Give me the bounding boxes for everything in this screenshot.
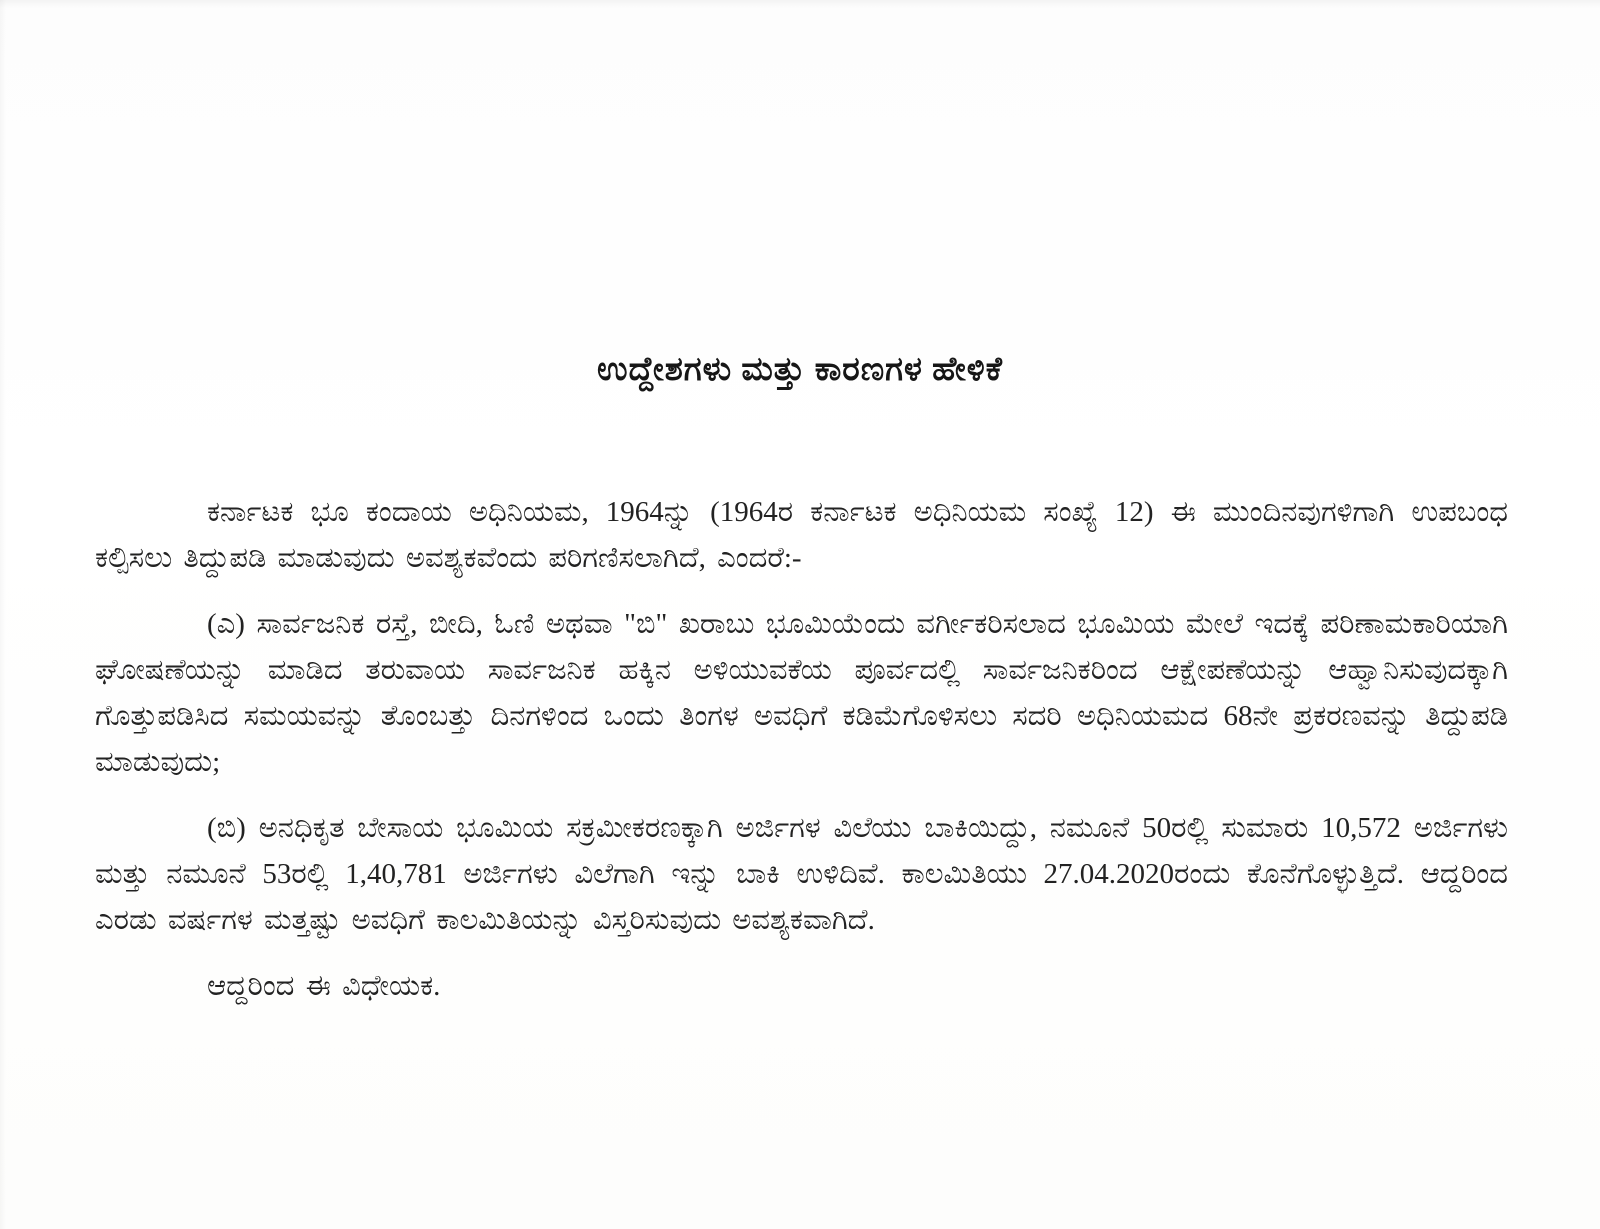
paragraph-closing: ಆದ್ದರಿಂದ ಈ ವಿಧೇಯಕ. [207,970,441,1002]
paragraph-clause-b: (ಬಿ) ಅನಧಿಕೃತ ಬೇಸಾಯ ಭೂಮಿಯ ಸಕ್ರಮೀಕರಣಕ್ಕಾಗಿ ಅರ್ಜಿಗಳ ವಿಲೆಯು ಬಾಕಿಯಿದ್ದು, ನಮೂನೆ 50ರಲ್ಲಿ ಸುಮಾರು 10,572 ಅರ್ಜಿಗಳು ಮತ್ತು ನಮೂನೆ 53ರಲ್ಲಿ 1,40,781 ಅರ್ಜಿಗಳು ವಿಲೆಗಾಗಿ ಇನ್ನು ಬಾಕಿ ಉಳಿದಿವೆ. ಕಾಲಮಿತಿಯು 27.04.2020ರಂದು ಕೊನೆಗೊಳ್ಳುತ್ತಿದೆ. ಆದ್ದರಿಂದ ಎರಡು ವರ್ಷಗಳ ಮತ್ತಷ್ಟು ಅವಧಿಗೆ ಕಾಲಮಿತಿಯನ್ನು ವಿಸ್ತರಿಸುವುದು ಅವಶ್ಯಕವಾಗಿದೆ. [95,812,1508,936]
document-title: ಉದ್ದೇಶಗಳು ಮತ್ತು ಕಾರಣಗಳ ಹೇಳಿಕೆ [597,352,1003,388]
document-body [95,489,1508,1009]
paragraph-clause-a: (ಎ) ಸಾರ್ವಜನಿಕ ರಸ್ತೆ, ಬೀದಿ, ಓಣಿ ಅಥವಾ "ಬಿ" ಖರಾಬು ಭೂಮಿಯೆಂದು ವರ್ಗೀಕರಿಸಲಾದ ಭೂಮಿಯ ಮೇಲೆ ಇದಕ್ಕೆ ಪರಿಣಾಮಕಾರಿಯಾಗಿ ಘೋಷಣೆಯನ್ನು ಮಾಡಿದ ತರುವಾಯ ಸಾರ್ವಜನಿಕ ಹಕ್ಕಿನ ಅಳಿಯುವಕೆಯ ಪೂರ್ವದಲ್ಲಿ ಸಾರ್ವಜನಿಕರಿಂದ ಆಕ್ಷೇಪಣೆಯನ್ನು ಆಹ್ವಾನಿಸುವುದಕ್ಕಾಗಿ ಗೊತ್ತುಪಡಿಸಿದ ಸಮಯವನ್ನು ತೊಂಬತ್ತು ದಿನಗಳಿಂದ ಒಂದು ತಿಂಗಳ ಅವಧಿಗೆ ಕಡಿಮೆಗೊಳಿಸಲು ಸದರಿ ಅಧಿನಿಯಮದ 68ನೇ ಪ್ರಕರಣವನ್ನು ತಿದ್ದುಪಡಿ ಮಾಡುವುದು; [95,608,1508,778]
paragraph-preamble: ಕರ್ನಾಟಕ ಭೂ ಕಂದಾಯ ಅಧಿನಿಯಮ, 1964ನ್ನು (1964ರ ಕರ್ನಾಟಕ ಅಧಿನಿಯಮ ಸಂಖ್ಯೆ 12) ಈ ಮುಂದಿನವುಗಳಿಗಾಗಿ ಉಪಬಂಧ ಕಲ್ಪಿಸಲು ತಿದ್ದುಪಡಿ ಮಾಡುವುದು ಅವಶ್ಯಕವೆಂದು ಪರಿಗಣಿಸಲಾಗಿದೆ, ಎಂದರೆ:- [95,496,1508,574]
